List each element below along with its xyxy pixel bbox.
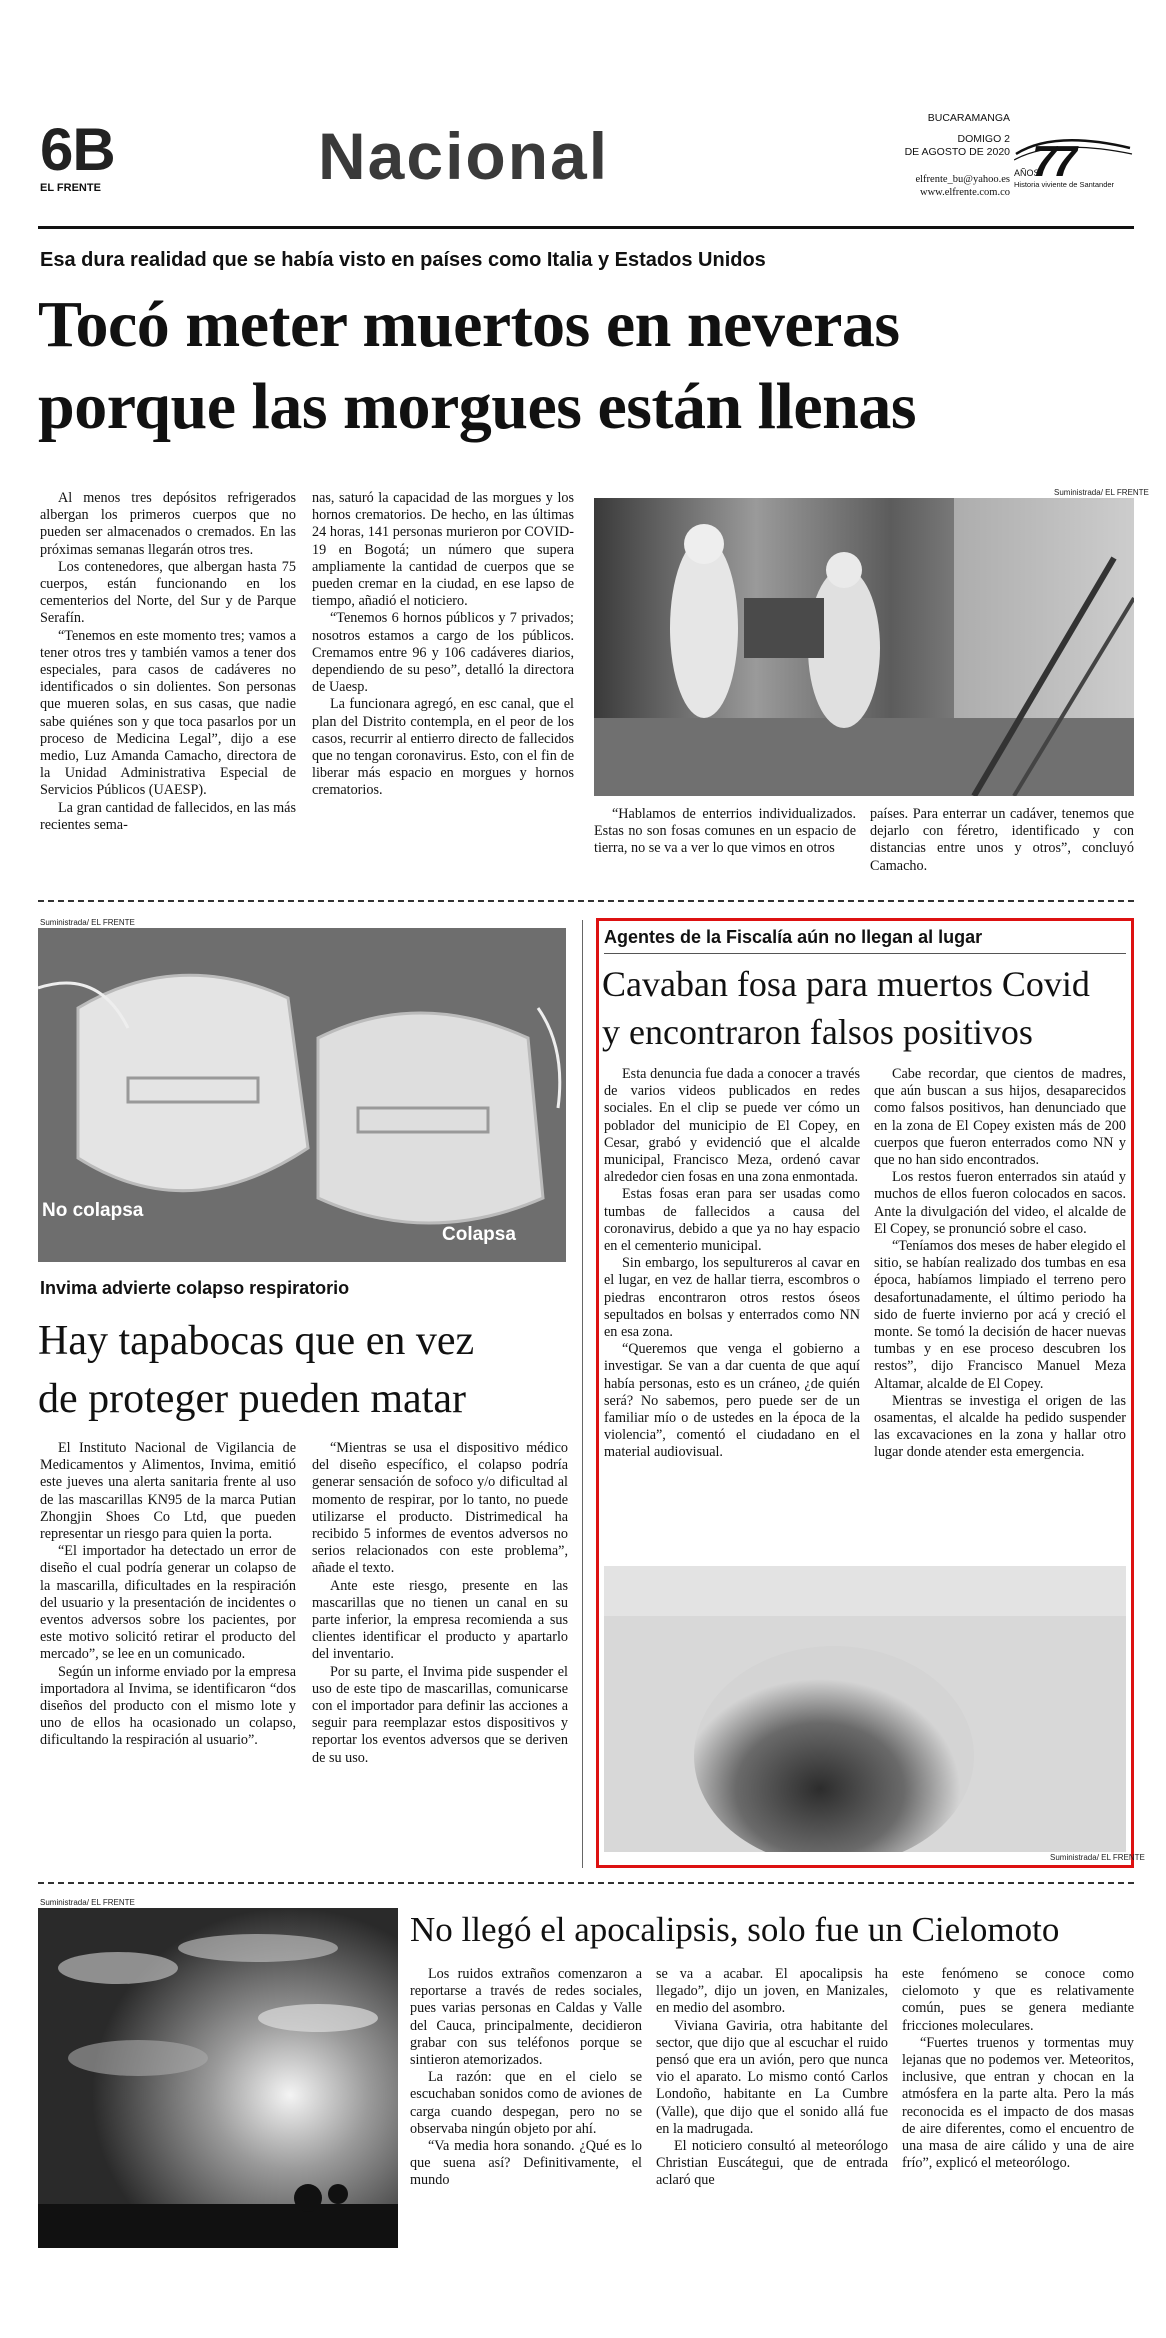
story1-column-2 — [312, 490, 574, 800]
story4-column-1 — [410, 1966, 642, 2190]
paragraph: “Tenemos 6 hornos públicos y 7 privados; nosotros estamos a cargo de los públicos. Cremamos entre 96 y 106 cadáveres diarios, dependiendo de su peso”, detalló la directora de Uaesp. — [312, 610, 574, 696]
paragraph: “Fuertes truenos y tormentas muy lejanas que no podemos ver. Meteoritos, inclusive, que entran y chocan en la atmósfera en la parte alta. Pero la más reconocida es el impacto de dos masas de aire diferentes, como el encuentro de una masa de aire cálido y una de aire frío”, explicó el meteorólogo. — [902, 2034, 1134, 2172]
paragraph: este fenómeno se conoce como cielomoto y que es relativamente común, pues se genera mediante fricciones moleculares. — [902, 1966, 1134, 2034]
story2-column-1 — [40, 1440, 296, 1750]
paragraph: Ante este riesgo, presente en las mascarillas que no tienen un canal en su parte inferior, la empresa recomienda a sus clientes identificar el producto y apartarlo del inventario. — [312, 1577, 568, 1663]
paragraph: “Tenemos en este momento tres; vamos a tener otros tres y también vamos a tener dos especiales, para casos de cadáveres no identificados o sin dolientes. Son personas que mueren solas, en sus casas, que nadie sabe quiénes son y que toca pasarlos por un proceso de Medicina Legal”, dijo a ese medio, Luz Amanda Camacho, directora de la Unidad Administrativa Especial de Servicios Públicos (UAESP). — [40, 627, 296, 799]
masthead-rule — [38, 226, 1134, 229]
paragraph: La funcionara agregó, en esc canal, que el plan del Distrito contempla, en el peor de los casos, recurrir al entierro directo de fallecidos que no tengan coronavirus. Esto, con el fin de liberar más espacio en morgues y hornos crematorios. — [312, 696, 574, 799]
email: elfrente_bu@yahoo.es — [915, 174, 1010, 185]
dateline-block — [870, 112, 1010, 199]
story2-photo-credit: Suministrada/ EL FRENTE — [40, 918, 135, 927]
paragraph: Sin embargo, los sepultureros al cavar en el lugar, en vez de hallar tierra, escombros o piedras encontraron otros restos óseos sepultados en bolsas y enterrados como NN en esa zona. — [604, 1255, 860, 1341]
paragraph: Viviana Gaviria, otra habitante del sector, que dijo que al escuchar el ruido pensó que era un avión, pero que nunca vio el aparato. Lo mismo contó Carlos Londoño, habitante en La Cumbre (Valle), que dijo que el sonido allá fue en la madrugada. — [656, 2017, 888, 2137]
story4-photo-sky — [38, 1908, 398, 2248]
story3-column-2 — [874, 1066, 1126, 1462]
paragraph: Estas fosas eran para ser usadas como tumbas de fallecidos a causa del coronavirus, debido a que ya no hay espacio en el cementerio municipal. — [604, 1186, 860, 1255]
paragraph: nas, saturó la capacidad de las morgues y los hornos crematorios. De hecho, en las últimas 24 horas, 141 personas murieron por COVID-19 en Bogotá; un número que supera ampliamente la cantidad de cuerpos que se pueden cremar en la ciudad, en ese lapso de tiempo, añadió el noticiero. — [312, 490, 574, 610]
paragraph: “Va media hora sonando. ¿Qué es lo que suena así? Definitivamente, el mundo — [410, 2138, 642, 2189]
paragraph: Los restos fueron enterrados sin ataúd y muchos de ellos fueron colocados en sacos. Ante la divulgación del video, el alcalde de El Copey, se pronunció sobre el caso. — [874, 1169, 1126, 1237]
story1-photo-morgue-workers — [594, 498, 1134, 796]
story1-kicker: Esa dura realidad que se había visto en países como Italia y Estados Unidos — [40, 249, 766, 271]
section-divider-2 — [38, 1882, 1134, 1884]
story3-headline-line1: Cavaban fosa para muertos Covid — [602, 964, 1090, 1004]
paragraph: Los ruidos extraños comenzaron a reportarse a través de redes sociales, pues varias personas en Caldas y Valle del Cauca, principalmente, decidieron grabar con sus teléfonos porque se sintieron atemorizados. — [410, 1966, 642, 2069]
paragraph: El noticiero consultó al meteorólogo Christian Euscátegui, que de entrada aclaró que — [656, 2138, 888, 2189]
mask-label-right: Colapsa — [442, 1224, 516, 1245]
paragraph: La razón: que en el cielo se escuchaban sonidos como de aviones de carga cuando despegan, pero no se observaba ningún objeto por ahí. — [410, 2069, 642, 2137]
paragraph: El Instituto Nacional de Vigilancia de Medicamentos y Alimentos, Invima, emitió este jueves una alerta sanitaria frente al uso de las mascarillas KN95 de la marca Putian Zhongjin Shoes Co Ltd, que pueden representar un riesgo para quien la porta. — [40, 1440, 296, 1543]
paragraph: “El importador ha detectado un error de diseño el cual podría generar un colapso de la mascarilla, dificultades en la respiración del usuario y la presentación de incidentes o eventos adversos sobre los pacientes, por este motivo solicitó retirar el producto del mercado”, se lee en un comunicado. — [40, 1543, 296, 1663]
city: BUCARAMANGA — [927, 112, 1010, 124]
section-divider-1 — [38, 900, 1134, 902]
story1-headline-line1: Tocó meter muertos en neveras — [38, 288, 900, 361]
paragraph: Mientras se investiga el origen de las osamentas, el alcalde ha pedido suspender las excavaciones en la zona y hallar otro lugar donde atender esta emergencia. — [874, 1392, 1126, 1461]
date-line-2: DE AGOSTO DE 2020 — [904, 146, 1010, 158]
caption-paragraph: países. Para enterrar un cadáver, tenemos que dejarlo con féretro, identificado y con distancias entre unos y otros”, concluyó Camacho. — [870, 806, 1134, 874]
story1-headline-line2: porque las morgues están llenas — [38, 370, 917, 443]
story3-kicker: Agentes de la Fiscalía aún no llegan al lugar — [604, 927, 983, 947]
paragraph: Esta denuncia fue dada a conocer a través de varios videos publicados en redes sociales. En el clip se puede ver cómo un poblador del municipio de El Copey, en Cesar, grabó y evidenció que el alcalde municipal, Francisco Meza, ordenó cavar alrededor cien fosas en una zona enmontada. — [604, 1066, 860, 1186]
website: www.elfrente.com.co — [920, 187, 1010, 198]
paragraph: “Teníamos dos meses de haber elegido el sitio, se habían realizado dos tumbas en esa época, habíamos limpiado el terreno pero desafortunadamente, el último periodo ha sido de fuerte invierno por acá y creció el monte. Se tomó la decisión de hacer nuevas tumbas y en ese proceso descubren los restos”, dijo Francisco Manuel Meza Altamar, alcalde de El Copey. — [874, 1238, 1126, 1392]
paragraph: “Queremos que venga el gobierno a investigar. Se van a dar cuenta de que aquí había personas, esto es un cráneo, ¿de quién será? No sabemos, pero puede ser de un familiar mío o de ustedes en la época de la violencia”, comentó el ciudadano en el material audiovisual. — [604, 1341, 860, 1461]
paragraph: Al menos tres depósitos refrigerados albergan los primeros cuerpos que no pueden ser almacenados o cremados. En las próximas semanas llegarán otros tres. — [40, 490, 296, 558]
story1-column-4 — [870, 806, 1134, 875]
vertical-divider — [582, 920, 583, 1868]
story3-photo-credit: Suministrada/ EL FRENTE — [1050, 1853, 1145, 1862]
paragraph: Los contenedores, que albergan hasta 75 cuerpos, están funcionando en los cementerios del Norte, del Sur y de Parque Serafín. — [40, 558, 296, 627]
story3-kicker-rule — [604, 953, 1126, 954]
story3-column-1 — [604, 1066, 860, 1462]
story2-headline-line1: Hay tapabocas que en vez — [38, 1318, 475, 1364]
page-number: 6B — [40, 116, 115, 183]
story3-headline — [602, 960, 1130, 1056]
paper-name: EL FRENTE — [40, 182, 101, 194]
date-line-1: DOMIGO 2 — [957, 133, 1010, 145]
anniversary-word: AÑOS — [1014, 168, 1040, 178]
story4-column-3 — [902, 1966, 1134, 2172]
story4-headline: No llegó el apocalipsis, solo fue un Cielomoto — [410, 1910, 1060, 1949]
story1-headline — [38, 284, 1148, 448]
story1-column-3 — [594, 806, 856, 858]
story4-photo-credit: Suministrada/ EL FRENTE — [40, 1898, 135, 1907]
story1-photo-credit: Suministrada/ EL FRENTE — [1054, 488, 1149, 497]
section-title: Nacional — [318, 119, 610, 193]
story3-headline-line2: y encontraron falsos positivos — [602, 1012, 1033, 1052]
story2-headline — [38, 1312, 578, 1428]
story4-column-2 — [656, 1966, 888, 2190]
paragraph: “Mientras se usa el dispositivo médico del diseño específico, el colapso podría generar sensación de sofoco y/o dificultad al momento de respirar, por lo tanto, no puede utilizarse el producto. Distrimedical ha recibido 5 informes de eventos adversos no serios relacionados con este problema”, añade el texto. — [312, 1440, 568, 1577]
paragraph: Por su parte, el Invima pide suspender el uso de este tipo de mascarillas, comunicarse con el importador para definir las acciones a seguir para reemplazar estos dispositivos y reportar los eventos adversos que se deriven de su uso. — [312, 1663, 568, 1766]
story1-column-1 — [40, 490, 296, 834]
anniversary-number: 77 — [1032, 137, 1073, 186]
anniversary-tagline: Historia viviente de Santander — [1014, 180, 1115, 189]
hazmat-workers-photo-icon — [594, 498, 1134, 796]
paragraph: La gran cantidad de fallecidos, en las más recientes sema- — [40, 799, 296, 833]
excavated-grave-photo-icon — [604, 1566, 1126, 1852]
story2-kicker: Invima advierte colapso respiratorio — [40, 1278, 350, 1298]
mask-label-left: No colapsa — [42, 1200, 144, 1221]
story2-column-2 — [312, 1440, 568, 1767]
paragraph: Según un informe enviado por la empresa importadora al Invima, se identificaron “dos diseños del producto con el mismo lote y uno de ellos ha ocasionado un colapso, dificultando la respiración al usuario”. — [40, 1663, 296, 1749]
caption-paragraph: “Hablamos de enterrios individualizados. Estas no son fosas comunes en un espacio de tierra, no se va a ver lo que vimos en otros — [594, 806, 856, 857]
story2-headline-line2: de proteger pueden matar — [38, 1376, 466, 1422]
story2-photo-masks — [38, 928, 566, 1262]
paragraph: se va a acabar. El apocalipsis ha llegado”, dijo un joven, en Manizales, en medio del asombro. — [656, 1966, 888, 2017]
cloudy-sky-photo-icon — [38, 1908, 398, 2248]
paragraph: Cabe recordar, que cientos de madres, que aún buscan a sus hijos, desaparecidos como falsos positivos, han denunciado que en la zona de El Copey existen más de 200 cuerpos que fueron enterrados como NN y que no han sido encontrados. — [874, 1066, 1126, 1169]
anniversary-logo — [1014, 134, 1134, 196]
story3-photo-grave — [604, 1566, 1126, 1852]
